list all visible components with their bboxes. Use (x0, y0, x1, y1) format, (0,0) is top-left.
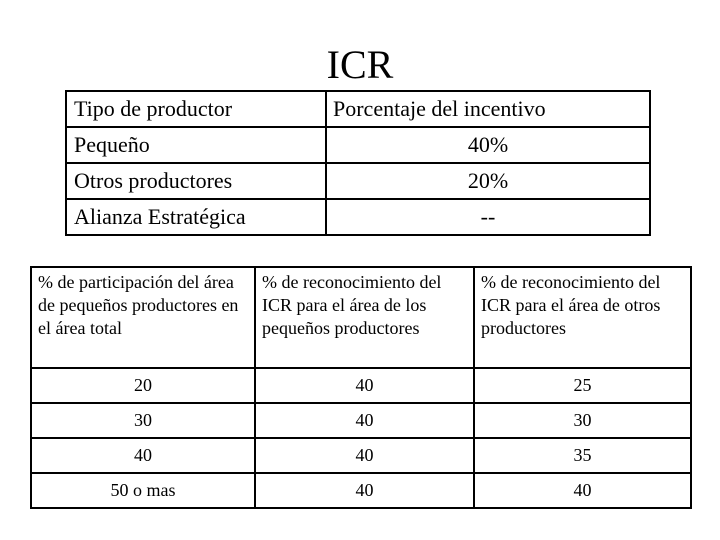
table-header-row (31, 267, 691, 368)
table-cell: 50 o mas (31, 473, 255, 508)
table-cell: 30 (474, 403, 691, 438)
table-cell: 30 (31, 403, 255, 438)
table-row (66, 199, 650, 235)
column-header-incentive-percent: Porcentaje del incentivo (326, 91, 650, 127)
table-cell: 40 (474, 473, 691, 508)
incentive-percent-cell: -- (326, 199, 650, 235)
table-cell: 40 (255, 403, 474, 438)
column-header-small-producer-share: % de participación del área de pequeños productores en el área total (31, 267, 255, 368)
column-header-other-producer-recognition: % de reconocimiento del ICR para el área de otros productores (474, 267, 691, 368)
producer-type-cell: Alianza Estratégica (66, 199, 326, 235)
table-cell: 40 (255, 438, 474, 473)
table-cell: 40 (31, 438, 255, 473)
incentive-percent-cell: 40% (326, 127, 650, 163)
table-header-row (66, 91, 650, 127)
table-cell: 40 (255, 368, 474, 403)
table-row (31, 438, 691, 473)
column-header-producer-type: Tipo de productor (66, 91, 326, 127)
producer-type-cell: Pequeño (66, 127, 326, 163)
table-cell: 25 (474, 368, 691, 403)
table-row (31, 368, 691, 403)
table-row (31, 403, 691, 438)
producer-type-cell: Otros productores (66, 163, 326, 199)
participation-table (30, 266, 692, 509)
table-row (66, 127, 650, 163)
table-cell: 20 (31, 368, 255, 403)
incentive-percent-cell: 20% (326, 163, 650, 199)
table-cell: 35 (474, 438, 691, 473)
column-header-small-producer-recognition: % de reconocimiento del ICR para el área de los pequeños productores (255, 267, 474, 368)
table-row (31, 473, 691, 508)
page-title: ICR (326, 42, 394, 87)
table-row (66, 163, 650, 199)
incentive-table (65, 90, 651, 236)
table-cell: 40 (255, 473, 474, 508)
